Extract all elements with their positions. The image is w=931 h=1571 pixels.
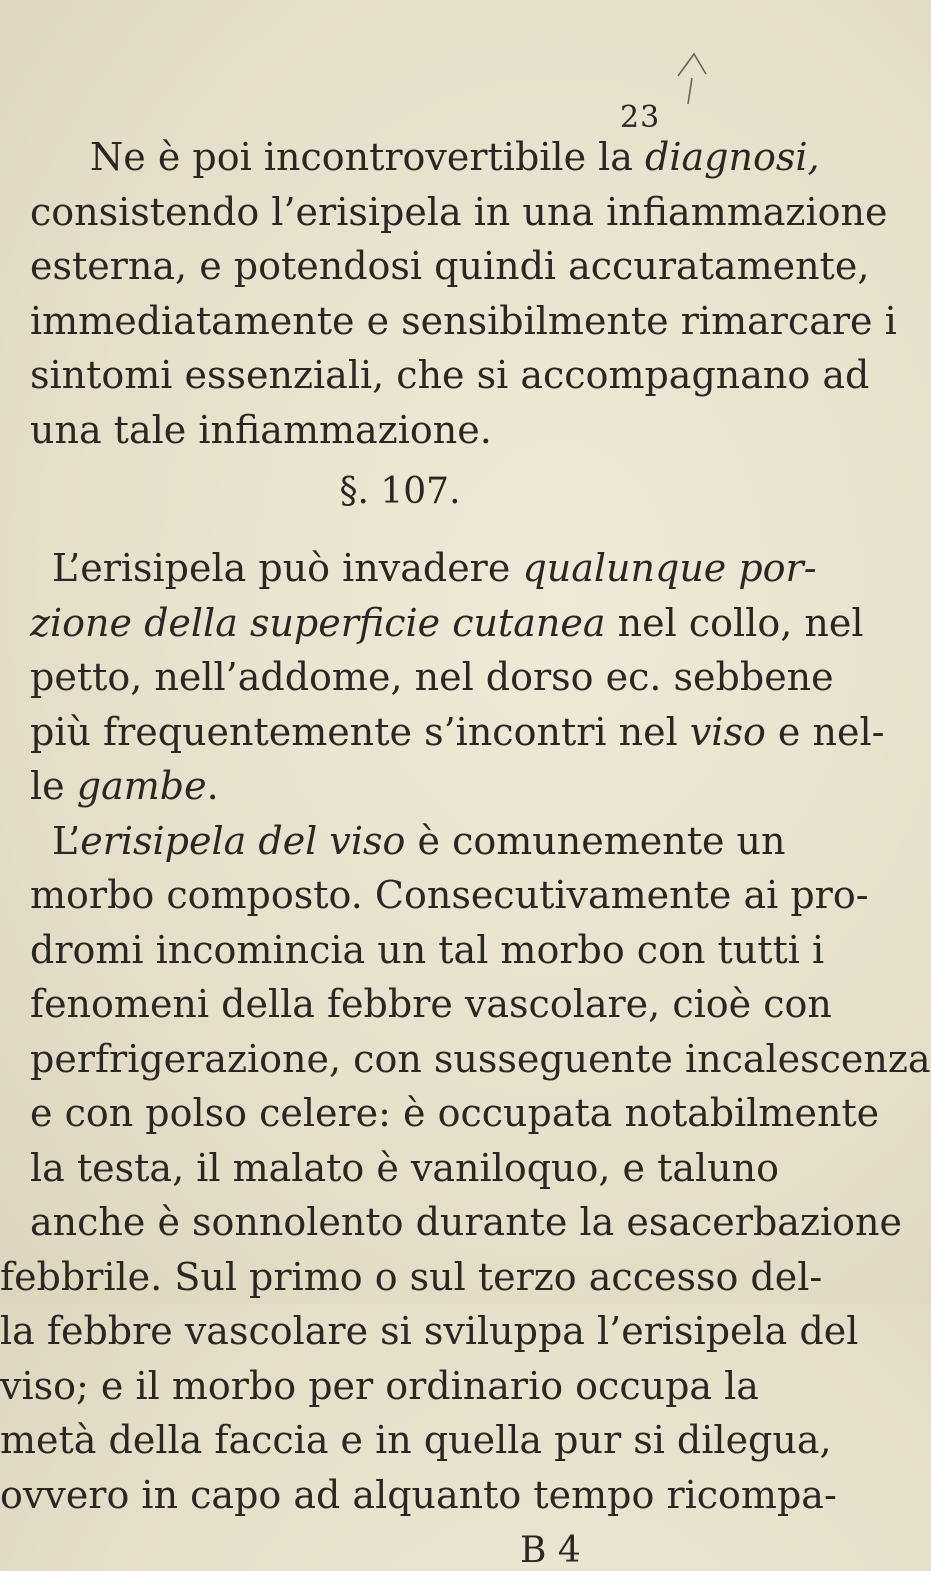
text-line: petto, nell’addome, nel dorso ec. sebbene (30, 655, 834, 699)
section-heading: §. 107. (339, 471, 461, 512)
text-line: e con polso celere: è occupata notabilmente (30, 1091, 880, 1135)
text-line: febbrile. Sul primo o sul terzo accesso del- (0, 1255, 823, 1299)
text-segment-italic: zione della superficie cutanea (30, 601, 606, 645)
ink-mark-icon (672, 48, 712, 108)
text-line (90, 135, 820, 179)
text-segment-italic: gambe (76, 764, 207, 808)
text-segment: . (206, 764, 219, 808)
signature-mark: B 4 (520, 1530, 581, 1571)
text-line: dromi incomincia un tal morbo con tutti i (30, 928, 825, 972)
text-segment-italic: qualunque por- (522, 546, 817, 590)
text-segment: e nel- (777, 710, 885, 754)
text-line: viso; e il morbo per ordinario occupa la (0, 1364, 759, 1408)
text-segment: le (30, 764, 65, 808)
text-segment: Ne è poi incontrovertibile la (90, 135, 633, 179)
text-line: la febbre vascolare si sviluppa l’erisipela del (0, 1309, 859, 1353)
text-line: esterna, e potendosi quindi accuratamente, (30, 244, 870, 288)
text-line: ovvero in capo ad alquanto tempo ricompa- (0, 1473, 837, 1517)
text-segment: nel collo, nel (617, 601, 864, 645)
text-segment: più frequentemente s’incontri nel (30, 710, 678, 754)
text-line: sintomi essenziali, che si accompagnano ad (30, 353, 870, 397)
text-line: la testa, il malato è vaniloquo, e taluno (30, 1146, 779, 1190)
text-line: perfrigerazione, con susseguente incalescenza (30, 1037, 931, 1081)
text-line (30, 764, 219, 808)
text-segment: è comunemente un (417, 819, 786, 863)
text-line: fenomeni della febbre vascolare, cioè con (30, 982, 832, 1026)
text-segment: L’ (52, 819, 81, 863)
text-line: consistendo l’erisipela in una infiammazione (30, 190, 888, 234)
text-line: immediatamente e sensibilmente rimarcare i (30, 299, 897, 343)
text-segment-italic: diagnosi, (645, 135, 820, 179)
text-line (52, 819, 786, 863)
text-line: morbo composto. Consecutivamente ai pro- (30, 873, 869, 917)
text-line (52, 546, 817, 590)
text-segment-italic: viso (689, 710, 766, 754)
page-number: 23 (620, 100, 661, 135)
text-line: anche è sonnolento durante la esacerbazione (30, 1200, 902, 1244)
text-line: metà della faccia e in quella pur si dilegua, (0, 1418, 832, 1462)
text-segment-italic: erisipela del viso (80, 819, 406, 863)
text-line (30, 710, 885, 754)
text-segment: L’erisipela può invadere (52, 546, 511, 590)
text-line (30, 601, 864, 645)
text-line: una tale infiammazione. (30, 408, 492, 452)
